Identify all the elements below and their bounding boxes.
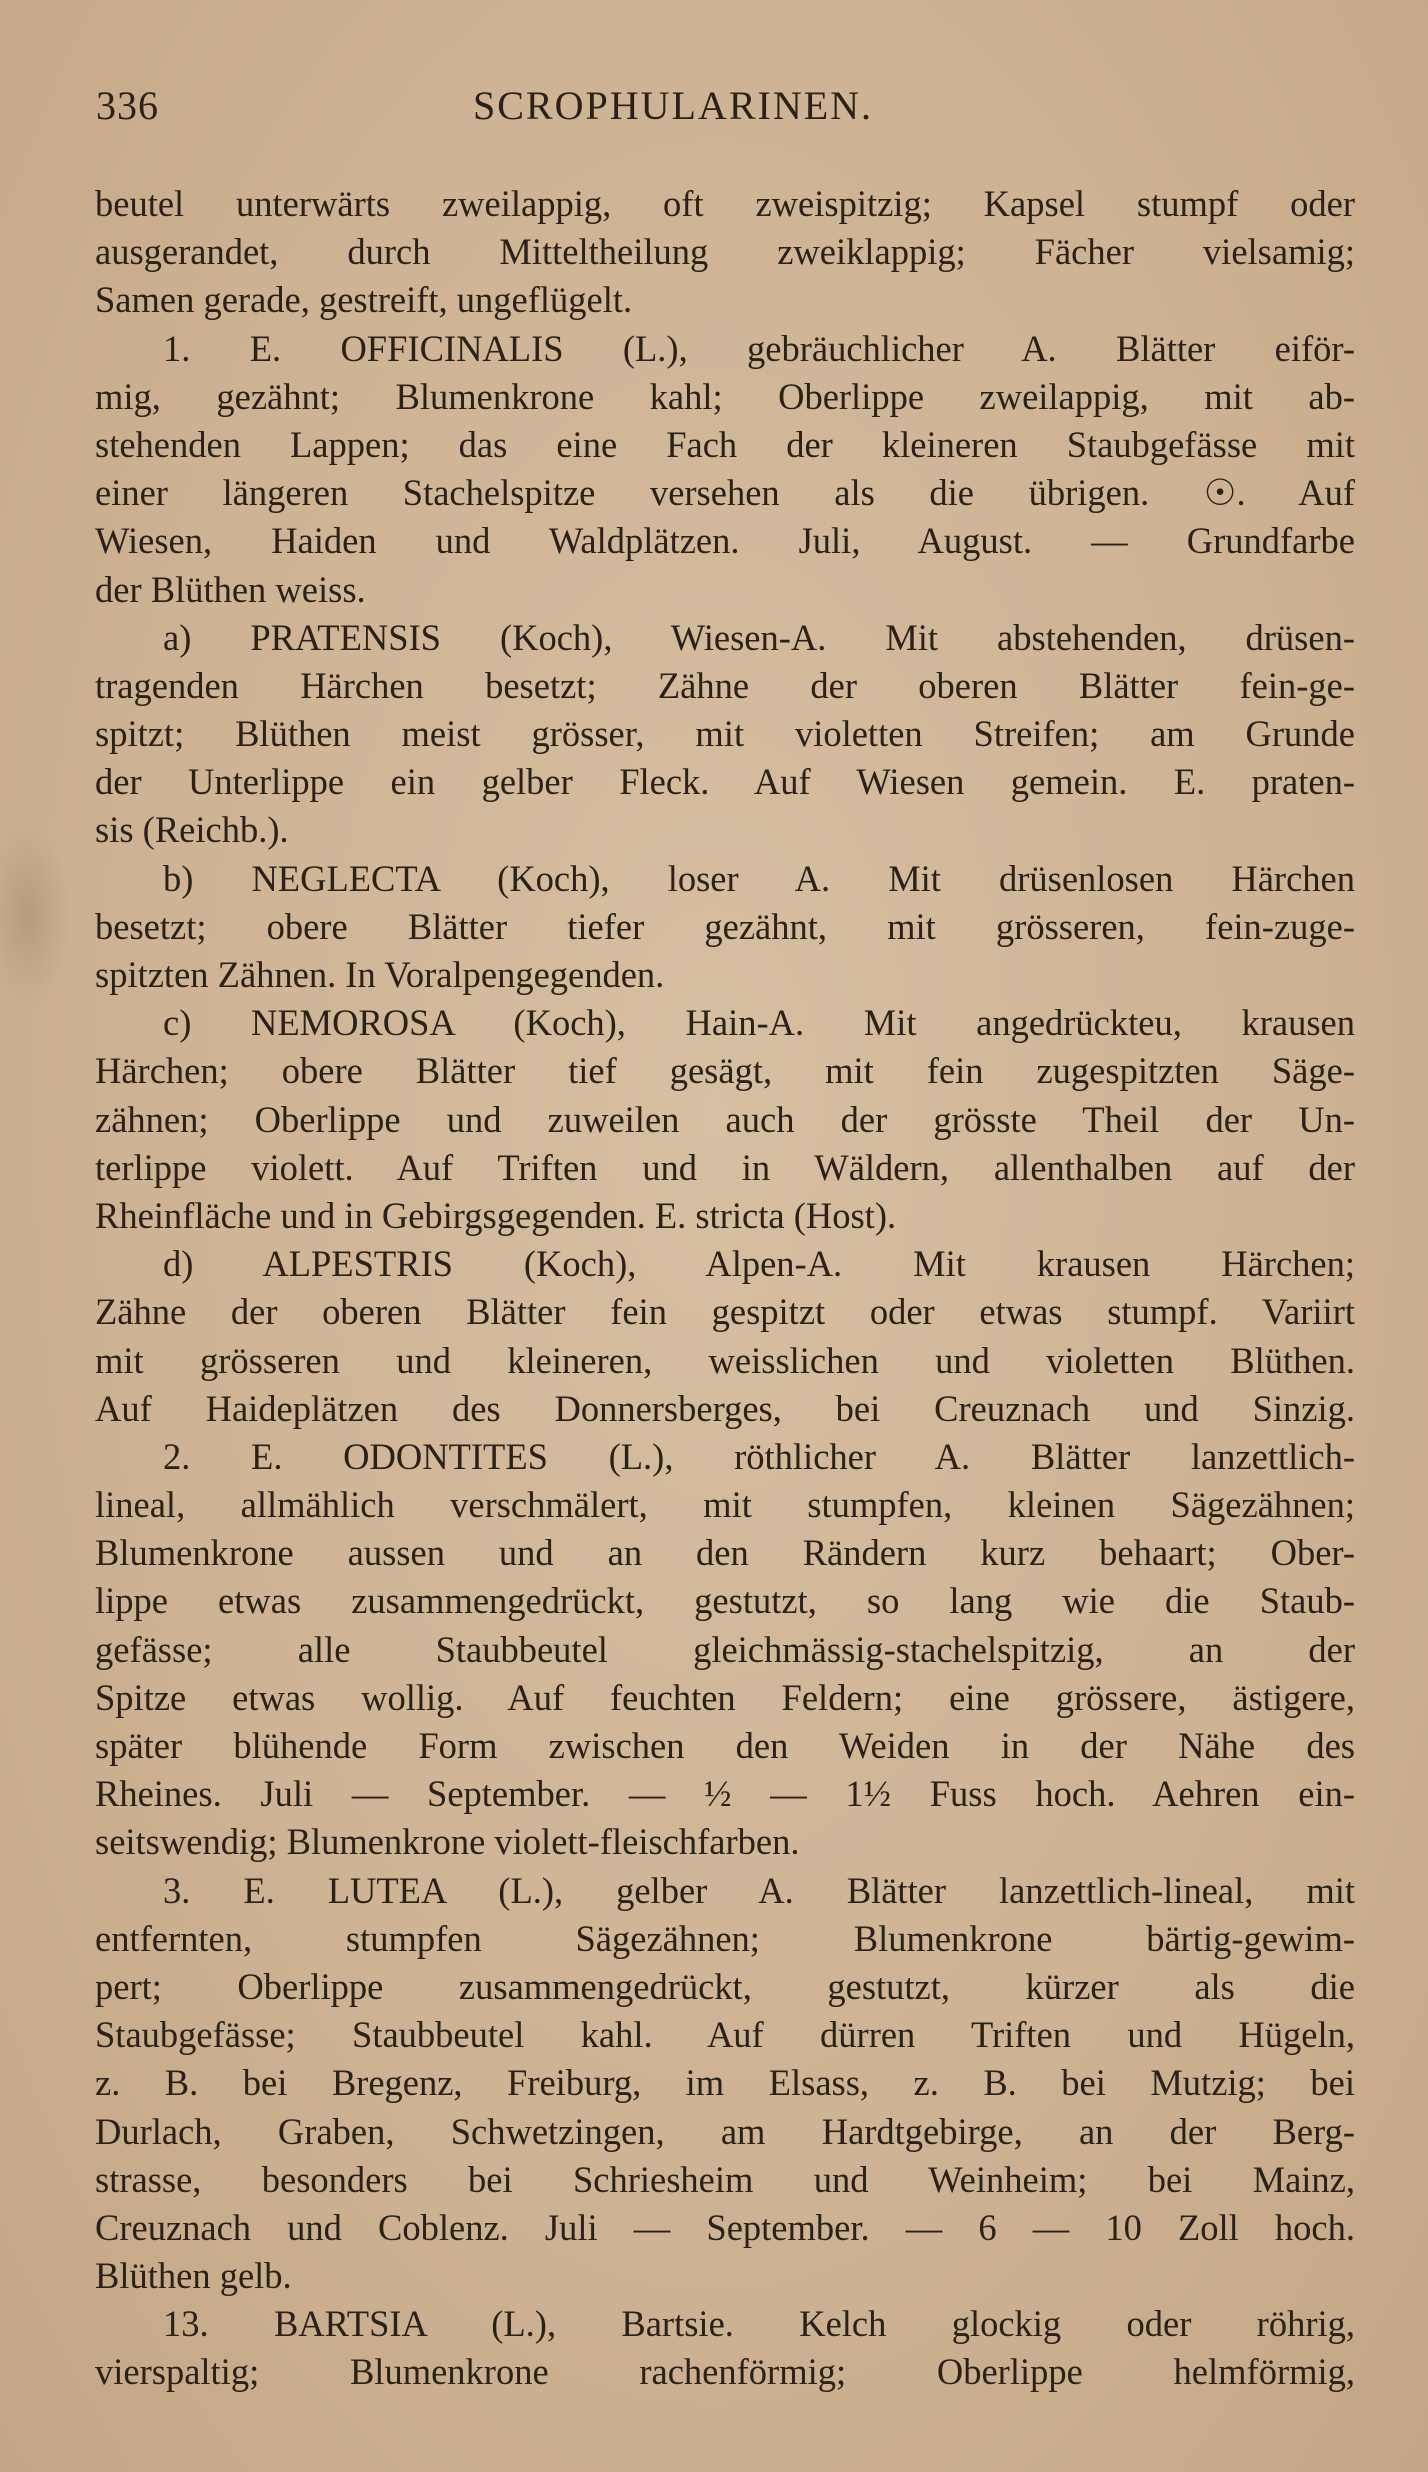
variety-entry-pratensis: a) PRATENSIS (Koch), Wiesen-A. Mit abstehenden, drüsen- <box>163 616 1355 658</box>
text-line: ausgerandet, durch Mitteltheilung zweiklappig; Fächer vielsamig; <box>95 231 1355 273</box>
text-line: terlippe violett. Auf Triften und in Wäldern, allenthalben auf der <box>95 1146 1355 1188</box>
text-line: spitzt; Blüthen meist grösser, mit violetten Streifen; am Grunde <box>95 713 1355 755</box>
text-line: mig, gezähnt; Blumenkrone kahl; Oberlippe zweilappig, mit ab- <box>95 375 1355 417</box>
text-line: Blumenkrone aussen und an den Rändern kurz behaart; Ober- <box>95 1532 1355 1574</box>
text-line: Samen gerade, gestreift, ungeflügelt. <box>95 279 633 321</box>
text-line: der Unterlippe ein gelber Fleck. Auf Wiesen gemein. E. praten- <box>95 761 1355 803</box>
text-line: Creuznach und Coblenz. Juli — September. — 6 — 10 Zoll hoch. <box>95 2206 1355 2248</box>
text-line: tragenden Härchen besetzt; Zähne der oberen Blätter fein-ge- <box>95 664 1355 706</box>
text-line: Härchen; obere Blätter tief gesägt, mit fein zugespitzten Säge- <box>95 1050 1355 1092</box>
text-line: gefässe; alle Staubbeutel gleichmässig-stachelspitzig, an der <box>95 1628 1355 1670</box>
paper-stain <box>0 820 70 1010</box>
running-title: SCROPHULARINEN. <box>473 83 874 128</box>
page-number: 336 <box>96 83 159 128</box>
variety-entry-neglecta: b) NEGLECTA (Koch), loser A. Mit drüsenlosen Härchen <box>163 857 1355 899</box>
text-line: Wiesen, Haiden und Waldplätzen. Juli, August. — Grundfarbe <box>95 520 1355 562</box>
text-line: Rheines. Juli — September. — ½ — 1½ Fuss hoch. Aehren ein- <box>95 1773 1355 1815</box>
text-line: besetzt; obere Blätter tiefer gezähnt, mit grösseren, fein-zuge- <box>95 905 1355 947</box>
text-line: vierspaltig; Blumenkrone rachenförmig; Oberlippe helmförmig, <box>95 2351 1355 2393</box>
species-entry-odontites: 2. E. ODONTITES (L.), röthlicher A. Blätter lanzettlich- <box>163 1435 1355 1477</box>
text-line: lineal, allmählich verschmälert, mit stumpfen, kleinen Sägezähnen; <box>95 1484 1355 1526</box>
variety-entry-nemorosa: c) NEMOROSA (Koch), Hain-A. Mit angedrückteu, krausen <box>163 1002 1355 1044</box>
text-line: der Blüthen weiss. <box>95 568 366 610</box>
text-line: Auf Haideplätzen des Donnersberges, bei Creuznach und Sinzig. <box>95 1387 1355 1429</box>
text-line: Staubgefässe; Staubbeutel kahl. Auf dürren Triften und Hügeln, <box>95 2014 1355 2056</box>
text-line: spitzten Zähnen. In Voralpengegenden. <box>95 954 665 995</box>
page-header <box>88 82 1358 138</box>
text-line: entfernten, stumpfen Sägezähnen; Blumenkrone bärtig-gewim- <box>95 1917 1355 1959</box>
text-line: Blüthen gelb. <box>95 2255 292 2297</box>
text-line: seitswendig; Blumenkrone violett-fleischfarben. <box>95 1821 800 1863</box>
body-text <box>95 180 1355 2397</box>
text-line: sis (Reichb.). <box>95 809 289 851</box>
text-line: später blühende Form zwischen den Weiden in der Nähe des <box>95 1725 1355 1766</box>
text-line: strasse, besonders bei Schriesheim und Weinheim; bei Mainz, <box>95 2158 1355 2200</box>
text-line: zähnen; Oberlippe und zuweilen auch der grösste Theil der Un- <box>95 1098 1355 1140</box>
text-line: einer längeren Stachelspitze versehen als die übrigen. ☉. Auf <box>95 472 1355 514</box>
text-line: Durlach, Graben, Schwetzingen, am Hardtgebirge, an der Berg- <box>95 2110 1355 2152</box>
text-line: beutel unterwärts zweilappig, oft zweispitzig; Kapsel stumpf oder <box>95 183 1355 224</box>
text-line: pert; Oberlippe zusammengedrückt, gestutzt, kürzer als die <box>95 1965 1355 2007</box>
text-line: z. B. bei Bregenz, Freiburg, im Elsass, z. B. bei Mutzig; bei <box>95 2062 1355 2104</box>
text-line: Zähne der oberen Blätter fein gespitzt oder etwas stumpf. Variirt <box>95 1291 1355 1333</box>
species-entry-officinalis: 1. E. OFFICINALIS (L.), gebräuchlicher A. Blätter eiför- <box>163 327 1355 369</box>
text-line: Spitze etwas wollig. Auf feuchten Feldern; eine grössere, ästigere, <box>95 1676 1355 1718</box>
genus-entry-bartsia: 13. BARTSIA (L.), Bartsie. Kelch glockig oder röhrig, <box>163 2303 1355 2345</box>
text-line: stehenden Lappen; das eine Fach der kleineren Staubgefässe mit <box>95 423 1355 465</box>
species-entry-lutea: 3. E. LUTEA (L.), gelber A. Blätter lanzettlich-lineal, mit <box>163 1869 1355 1911</box>
variety-entry-alpestris: d) ALPESTRIS (Koch), Alpen-A. Mit krausen Härchen; <box>163 1243 1355 1285</box>
text-line: Rheinfläche und in Gebirgsgegenden. E. stricta (Host). <box>95 1194 897 1236</box>
text-line: lippe etwas zusammengedrückt, gestutzt, so lang wie die Staub- <box>95 1580 1355 1622</box>
text-line: mit grösseren und kleineren, weisslichen und violetten Blüthen. <box>95 1339 1355 1381</box>
